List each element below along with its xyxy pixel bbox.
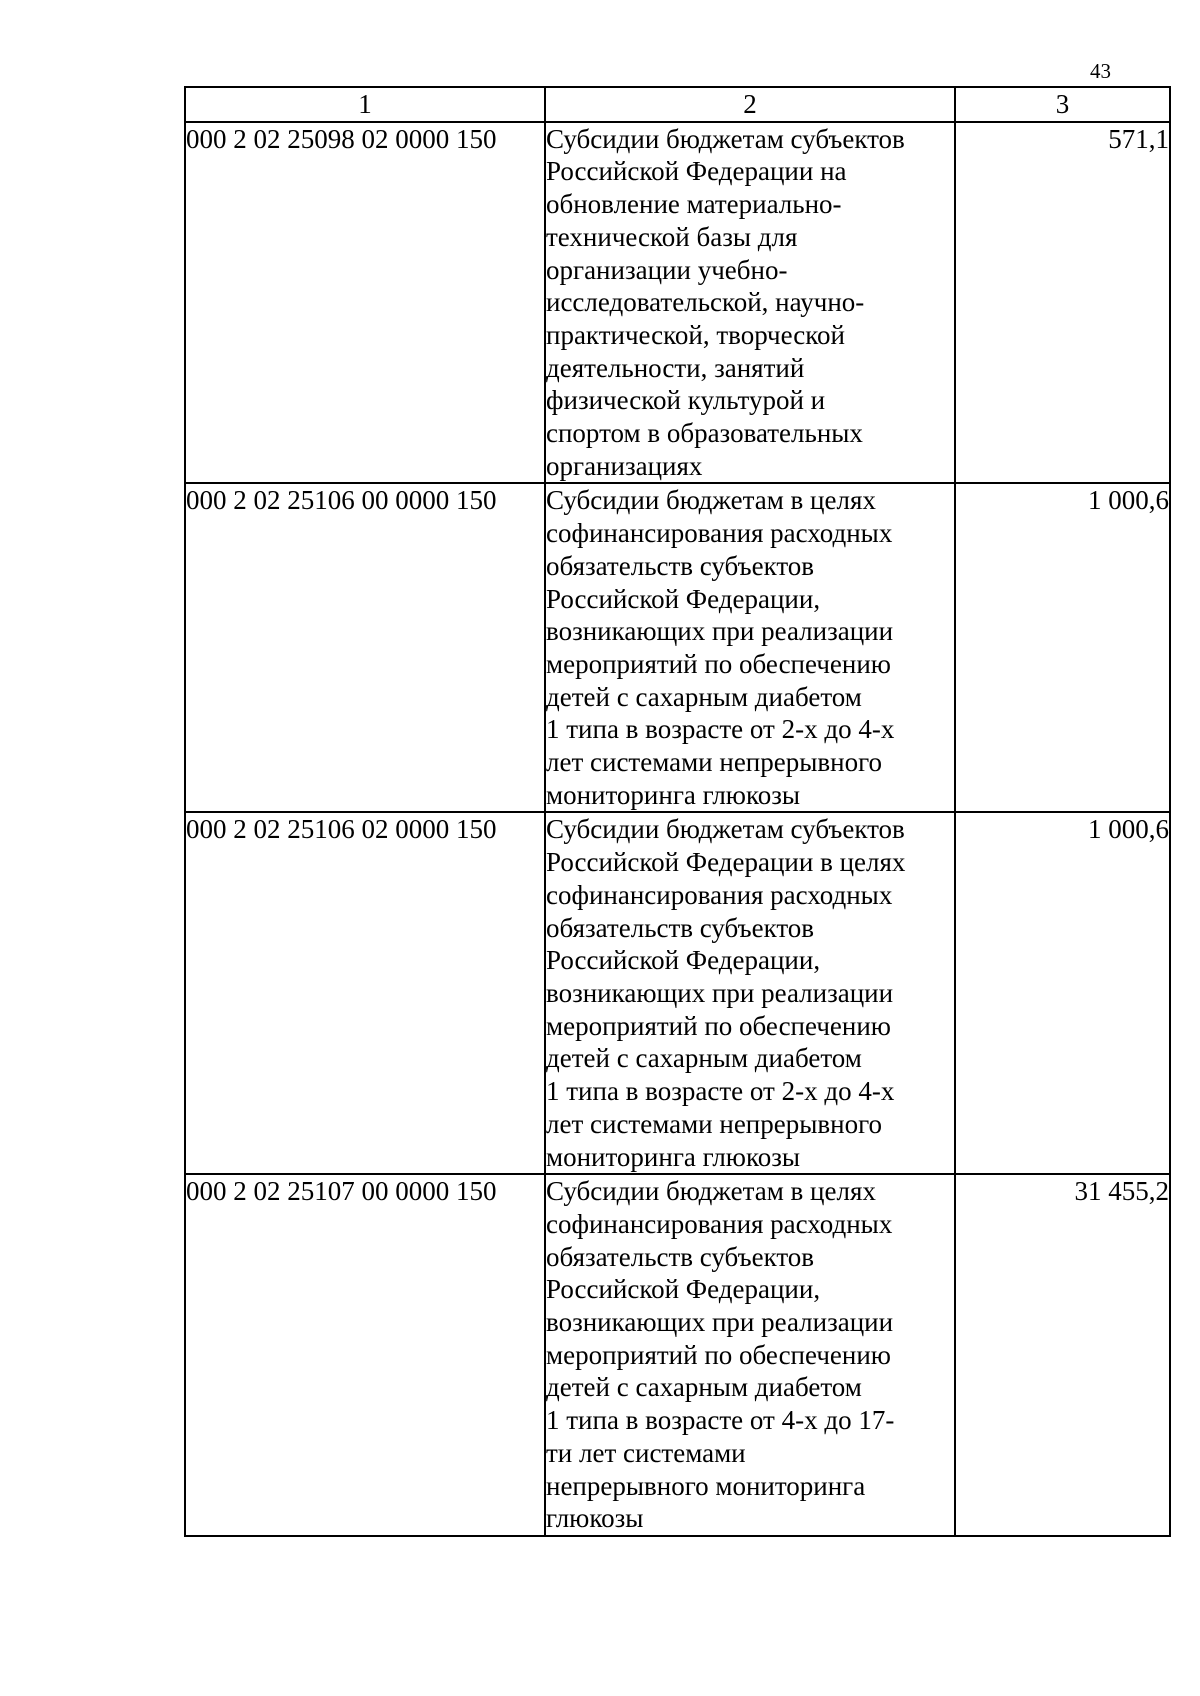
header-column-1: 1	[185, 87, 545, 122]
description-line: 1 типа в возрасте от 2-х до 4-х	[546, 714, 895, 745]
amount-cell: 1 000,6	[955, 483, 1170, 812]
header-row	[185, 87, 1170, 122]
description-line: Субсидии бюджетам в целях	[546, 485, 876, 516]
description-line: детей с сахарным диабетом	[546, 681, 862, 712]
description-line: мониторинга глюкозы	[546, 779, 801, 810]
description-line: софинансирования расходных	[546, 518, 893, 549]
amount-cell: 1 000,6	[955, 812, 1170, 1174]
header-column-2: 2	[545, 87, 955, 122]
description-line: глюкозы	[546, 1503, 644, 1534]
description-line: Российской Федерации на	[546, 156, 847, 187]
description-line: мероприятий по обеспечению	[546, 1339, 891, 1370]
description-line: мониторинга глюкозы	[546, 1141, 801, 1172]
description-line: детей с сахарным диабетом	[546, 1043, 862, 1074]
description-line: 1 типа в возрасте от 2-х до 4-х	[546, 1076, 895, 1107]
description-line: Российской Федерации в целях	[546, 847, 906, 878]
description-line: Российской Федерации,	[546, 945, 821, 976]
description-line: Российской Федерации,	[546, 1274, 821, 1305]
description-line: софинансирования расходных	[546, 1208, 893, 1239]
description-line: обязательств субъектов	[546, 550, 815, 581]
description-cell	[545, 1174, 955, 1536]
description-line: возникающих при реализации	[546, 1307, 894, 1338]
description-line: Российской Федерации,	[546, 583, 821, 614]
description-line: лет системами непрерывного	[546, 747, 882, 778]
description-line: обязательств субъектов	[546, 912, 815, 943]
description-line: ти лет системами	[546, 1437, 746, 1468]
description-line: спортом в образовательных	[546, 418, 863, 449]
description-line: софинансирования расходных	[546, 879, 893, 910]
budget-code-cell: 000 2 02 25107 00 0000 150	[185, 1174, 545, 1536]
table-header	[185, 87, 1170, 122]
description-line: технической базы для	[546, 221, 798, 252]
description-line: исследовательской, научно-	[546, 287, 865, 318]
budget-code-cell: 000 2 02 25098 02 0000 150	[185, 122, 545, 484]
description-cell	[545, 812, 955, 1174]
description-cell	[545, 122, 955, 484]
amount-cell: 571,1	[955, 122, 1170, 484]
description-line: детей с сахарным диабетом	[546, 1372, 862, 1403]
description-line: Субсидии бюджетам субъектов	[546, 123, 905, 154]
description-line: обязательств субъектов	[546, 1241, 815, 1272]
budget-code-cell: 000 2 02 25106 00 0000 150	[185, 483, 545, 812]
budget-code-cell: 000 2 02 25106 02 0000 150	[185, 812, 545, 1174]
description-line: мероприятий по обеспечению	[546, 648, 891, 679]
description-line: Субсидии бюджетам в целях	[546, 1176, 876, 1207]
description-line: организации учебно-	[546, 254, 788, 285]
description-line: возникающих при реализации	[546, 977, 894, 1008]
description-cell	[545, 483, 955, 812]
description-line: физической культурой и	[546, 385, 826, 416]
budget-table	[184, 86, 1171, 1537]
description-line: организациях	[546, 450, 703, 481]
table-row	[185, 1174, 1170, 1536]
description-line: Субсидии бюджетам субъектов	[546, 814, 905, 845]
amount-cell: 31 455,2	[955, 1174, 1170, 1536]
description-line: возникающих при реализации	[546, 616, 894, 647]
table-row	[185, 812, 1170, 1174]
description-line: 1 типа в возрасте от 4-х до 17-	[546, 1405, 895, 1436]
description-line: практической, творческой	[546, 319, 845, 350]
description-line: лет системами непрерывного	[546, 1108, 882, 1139]
table-row	[185, 122, 1170, 484]
table-body	[185, 122, 1170, 1536]
description-line: непрерывного мониторинга	[546, 1470, 866, 1501]
table-row	[185, 483, 1170, 812]
header-column-3: 3	[955, 87, 1170, 122]
description-line: мероприятий по обеспечению	[546, 1010, 891, 1041]
page-number: 43	[1090, 59, 1111, 83]
description-line: обновление материально-	[546, 189, 842, 220]
description-line: деятельности, занятий	[546, 352, 805, 383]
